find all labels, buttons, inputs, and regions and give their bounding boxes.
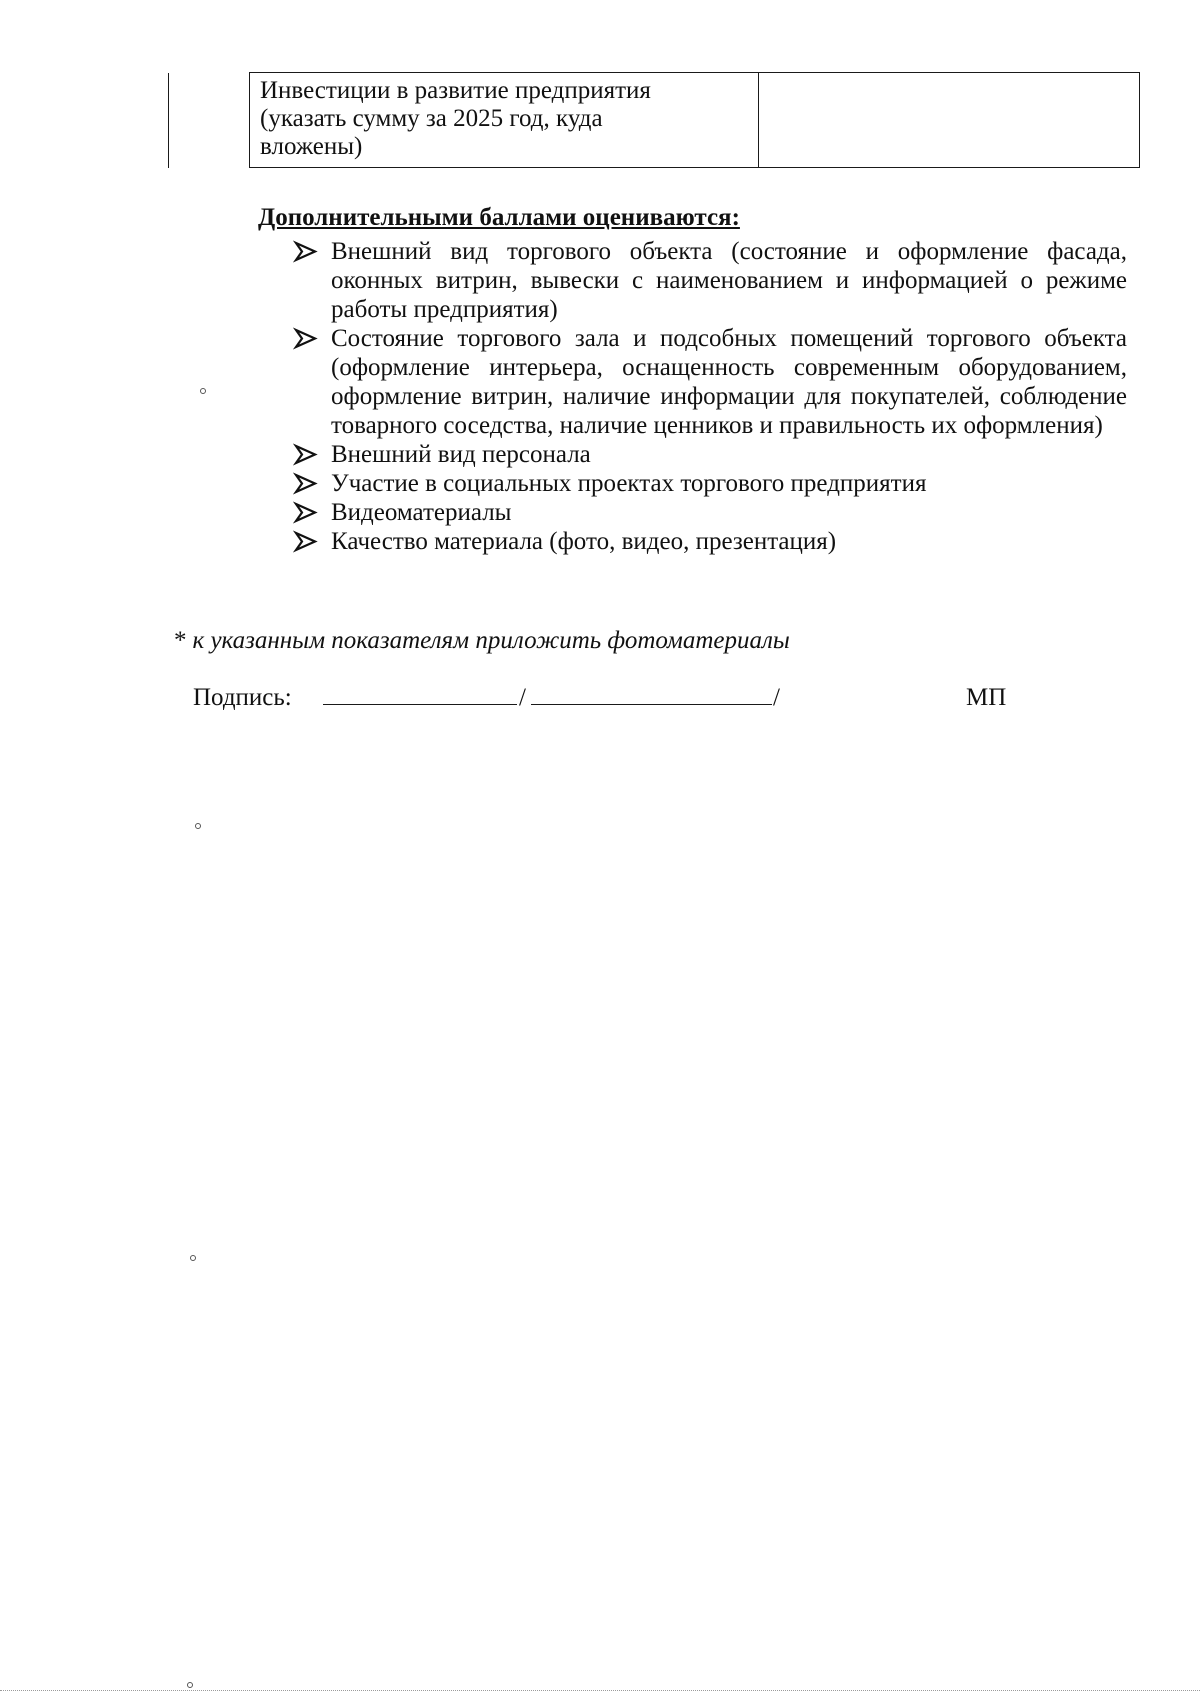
- scan-speck: [187, 1682, 193, 1688]
- arrowhead-bullet-icon: [293, 237, 319, 266]
- list-item: [293, 237, 1127, 324]
- investment-table: [168, 72, 1140, 168]
- row-number-cell: [169, 73, 250, 168]
- investment-label-line-2: (указать сумму за 2025 год, куда: [260, 105, 603, 132]
- arrowhead-bullet-icon: [293, 324, 319, 353]
- list-item: [293, 440, 1127, 469]
- criterion-text: Внешний вид торгового объекта (состояние и оформление фасада, оконных витрин, вывески с наименованием и информацией о режиме работы предприятия): [331, 238, 1127, 323]
- signature-closing: /: [773, 684, 780, 711]
- scan-speck: [190, 1255, 196, 1261]
- criterion-text: Внешний вид персонала: [331, 441, 591, 468]
- arrowhead-bullet-icon: [293, 527, 319, 556]
- signature-name-line[interactable]: [531, 704, 772, 705]
- table-row: [169, 73, 1140, 168]
- criterion-text: Качество материала (фото, видео, презентация): [331, 528, 837, 555]
- criterion-text: Видеоматериалы: [331, 499, 512, 526]
- stamp-label: МП: [966, 684, 1007, 711]
- arrowhead-bullet-icon: [293, 469, 319, 498]
- arrowhead-bullet-icon: [293, 440, 319, 469]
- list-item: [293, 469, 1127, 498]
- investment-label-cell: [250, 73, 759, 168]
- extra-points-list: [293, 237, 1127, 556]
- investment-value-cell[interactable]: [759, 73, 1140, 168]
- footnote: [174, 626, 790, 656]
- signature-label: Подпись:: [193, 684, 292, 711]
- criterion-text: Состояние торгового зала и подсобных помещений торгового объекта (оформление интерьера, оснащенность современным оборудованием, оформление витрин, наличие информации для покупателей, соблюдение товарного соседства, наличие ценников и правильность их оформления): [331, 325, 1127, 439]
- arrowhead-bullet-icon: [293, 498, 319, 527]
- criterion-text: Участие в социальных проектах торгового предприятия: [331, 470, 927, 497]
- investment-label-line-1: Инвестиции в развитие предприятия: [260, 77, 651, 104]
- scan-speck: [195, 823, 201, 829]
- list-item: [293, 527, 1127, 556]
- extra-points-heading: Дополнительными баллами оцениваются:: [258, 204, 740, 231]
- footnote-text: к указанным показателям приложить фотоматериалы: [192, 627, 790, 654]
- signature-line[interactable]: [323, 704, 517, 705]
- list-item: [293, 324, 1127, 440]
- investment-label-line-3: вложены): [260, 133, 363, 160]
- signature-row: [193, 682, 780, 714]
- list-item: [293, 498, 1127, 527]
- scan-bottom-edge: [0, 1690, 1200, 1691]
- signature-separator: /: [519, 684, 526, 711]
- scan-speck: [200, 388, 206, 394]
- footnote-marker: *: [174, 627, 187, 654]
